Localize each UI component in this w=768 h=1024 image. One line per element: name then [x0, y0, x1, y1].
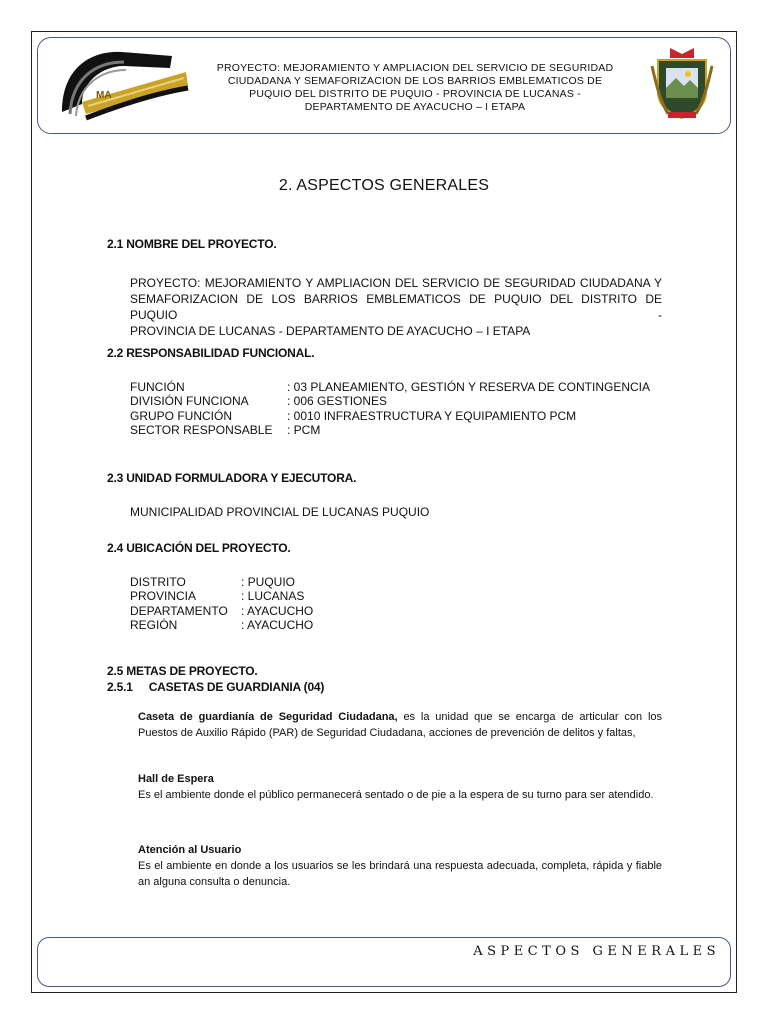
kv-key: REGIÓN	[130, 617, 178, 632]
kv-key: GRUPO FUNCIÓN	[130, 408, 232, 423]
kv-key: DISTRITO	[130, 575, 186, 589]
kv-key: FUNCIÓN	[130, 380, 185, 394]
heading-2-1: 2.1 NOMBRE DEL PROYECTO.	[107, 237, 277, 251]
project-name-paragraph	[130, 275, 662, 339]
header-line: DEPARTAMENTO DE AYACUCHO – I ETAPA	[304, 101, 526, 113]
guard-booth-term: Caseta de guardianía de Seguridad Ciudadana,	[138, 711, 398, 723]
kv-row	[130, 575, 313, 589]
functional-responsibility-table	[130, 380, 650, 437]
kv-row	[130, 423, 650, 437]
kv-key: SECTOR RESPONSABLE	[130, 422, 273, 437]
kv-value: : LUCANAS	[241, 589, 305, 604]
kv-key: DIVISIÓN FUNCIONA	[130, 394, 249, 409]
paragraph-line: PROVINCIA DE LUCANAS - DEPARTAMENTO DE AYACUCHO – I ETAPA	[130, 324, 531, 338]
heading-2-5: 2.5 METAS DE PROYECTO.	[107, 664, 258, 678]
svg-text:MA: MA	[96, 90, 112, 101]
formulating-unit: MUNICIPALIDAD PROVINCIAL DE LUCANAS PUQUIO	[130, 505, 430, 519]
subheading-2-5-1	[107, 680, 324, 694]
kv-row	[130, 394, 650, 408]
kv-value: : PUQUIO	[241, 575, 296, 589]
header-line: PUQUIO DEL DISTRITO DE PUQUIO - PROVINCIA DE LUCANAS -	[249, 88, 581, 100]
guard-booth-paragraph	[138, 709, 662, 741]
heading-2-4: 2.4 UBICACIÓN DEL PROYECTO.	[107, 541, 291, 555]
kv-value: : PCM	[287, 422, 321, 437]
header-line: CIUDADANA Y SEMAFORIZACION DE LOS BARRIOS EMBLEMATICOS DE	[227, 75, 603, 87]
heading-2-2: 2.2 RESPONSABILIDAD FUNCIONAL.	[107, 346, 315, 360]
kv-value: : 006 GESTIONES	[287, 394, 388, 409]
company-logo	[52, 42, 192, 124]
guard-booth-description: es la unidad que se encarga de articular con los Puestos de Auxilio Rápido (PAR) de Seguridad Ciudadana, acciones de prevención de delitos y faltas,	[138, 711, 662, 739]
footer-label: ASPECTOS GENERALES	[473, 944, 720, 959]
paragraph-line: SEMAFORIZACION DE LOS BARRIOS EMBLEMATICOS DE PUQUIO DEL DISTRITO DE PUQUIO -	[130, 292, 662, 322]
waiting-hall-description: Es el ambiente donde el público permanecerá sentado o de pie a la espera de su turno para ser atendido.	[138, 789, 654, 801]
kv-value: : 03 PLANEAMIENTO, GESTIÓN Y RESERVA DE CONTINGENCIA	[287, 380, 650, 394]
header-project-title	[200, 62, 630, 114]
kv-value: : 0010 INFRAESTRUCTURA Y EQUIPAMIENTO PCM	[287, 408, 577, 423]
subheading-number: 2.5.1	[107, 680, 133, 694]
waiting-hall-heading: Hall de Espera	[138, 773, 214, 785]
coat-of-arms-logo	[650, 44, 714, 122]
kv-row	[130, 380, 650, 394]
kv-row	[130, 589, 313, 603]
kv-value: : AYACUCHO	[241, 603, 314, 618]
subheading-title: CASETAS DE GUARDIANIA (04)	[148, 680, 325, 694]
project-location-table	[130, 575, 313, 632]
heading-2-3: 2.3 UNIDAD FORMULADORA Y EJECUTORA.	[107, 471, 357, 485]
kv-key: PROVINCIA	[130, 589, 197, 604]
kv-value: : AYACUCHO	[241, 617, 314, 632]
user-attention-description: Es el ambiente en donde a los usuarios se les brindará una respuesta adecuada, completa, rápida y fiable an alguna consulta o denuncia.	[138, 860, 662, 888]
user-attention-heading: Atención al Usuario	[138, 844, 242, 856]
paragraph-line: PROYECTO: MEJORAMIENTO Y AMPLIACION DEL SERVICIO DE SEGURIDAD CIUDADANA Y	[130, 276, 662, 290]
section-title: 2. ASPECTOS GENERALES	[278, 177, 490, 194]
kv-key: DEPARTAMENTO	[130, 603, 228, 618]
header-line: PROYECTO: MEJORAMIENTO Y AMPLIACION DEL SERVICIO DE SEGURIDAD	[216, 62, 614, 74]
kv-row	[130, 409, 650, 423]
kv-row	[130, 604, 313, 618]
kv-row	[130, 618, 313, 632]
